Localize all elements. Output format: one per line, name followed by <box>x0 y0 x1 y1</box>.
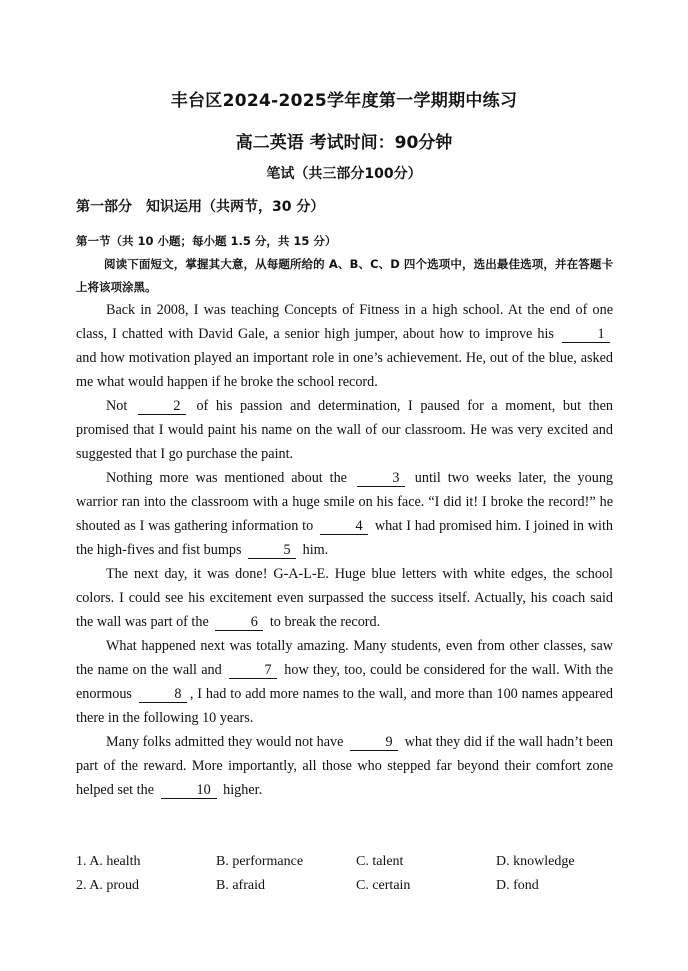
exam-subtitle: 高二英语 考试时间：90分钟 <box>235 133 453 153</box>
blank-9: 9 <box>350 735 398 751</box>
text: how they, too, could be considered for the wall. With the enormous <box>76 662 613 702</box>
exam-title: 丰台区2024-2025学年度第一学期期中练习 <box>170 91 518 111</box>
option-c: C. talent <box>356 854 404 869</box>
answer-options <box>76 850 613 898</box>
text: him. <box>302 542 329 558</box>
text: to break the record. <box>269 614 381 630</box>
question-2-options <box>76 874 613 898</box>
text: what I had promised him. I joined in with the high-fives and fist bumps <box>76 518 613 558</box>
blank-5: 5 <box>248 543 296 559</box>
option-a: 1. A. health <box>76 854 141 869</box>
part-title: 知识运用（共两节，30 分） <box>146 199 325 215</box>
text: Nothing more was mentioned about the <box>106 470 347 486</box>
paragraph-6 <box>76 730 613 802</box>
paragraph-3 <box>76 466 613 562</box>
option-b: B. performance <box>216 854 304 869</box>
text: Back in 2008, I was teaching Concepts of Fitness in a high school. At the end of one class, I chatted with David Gale, a senior high jumper, about how to improve his <box>76 302 613 342</box>
text: What happened next was totally amazing. Many students, even from other classes, saw the name on the wall and <box>76 638 613 678</box>
option-b: B. afraid <box>216 878 265 893</box>
section-heading: 第一节（共 10 小题；每小题 1.5 分，共 15 分） <box>76 234 337 248</box>
text: and how motivation played an important role in one’s achievement. He, out of the blue, asked me what would happen if he broke the school record. <box>76 350 613 390</box>
text: , I had to add more names to the wall, and more than 100 names appeared there in the following 10 years. <box>76 686 613 726</box>
text: Not <box>106 398 128 414</box>
text: of his passion and determination, I paused for a moment, but then promised that I would paint his name on the wall of our classroom. He was very excited and suggested that I go purchase the paint. <box>76 398 614 462</box>
blank-3: 3 <box>357 471 405 487</box>
blank-4: 4 <box>320 519 368 535</box>
text: higher. <box>223 782 263 798</box>
text: Many folks admitted they would not have <box>106 734 344 750</box>
text: until two weeks later, the young warrior ran into the classroom with a huge smile on his face. “I did it! I broke the record!” he shouted as I was gathering information to <box>76 470 614 534</box>
cloze-passage <box>76 298 613 802</box>
option-a: 2. A. proud <box>76 878 139 893</box>
blank-10: 10 <box>161 783 217 799</box>
blank-6: 6 <box>215 615 263 631</box>
paragraph-4 <box>76 562 613 634</box>
blank-1: 1 <box>562 327 610 343</box>
paragraph-1 <box>76 298 613 394</box>
paper-note: 笔试（共三部分100分） <box>266 166 422 182</box>
text: The next day, it was done! G-A-L-E. Huge blue letters with white edges, the school colors. I could see his excitement even surpassed the success itself. Actually, his coach said the wall was part of the <box>76 566 613 630</box>
blank-7: 7 <box>229 663 277 679</box>
part-name: 第一部分 <box>76 199 132 215</box>
blank-8: 8 <box>139 687 187 703</box>
paragraph-2 <box>76 394 613 466</box>
option-c: C. certain <box>356 878 411 893</box>
text: what they did if the wall hadn’t been part of the reward. More importantly, all those who stepped far beyond their comfort zone helped set the <box>76 734 614 798</box>
option-d: D. knowledge <box>496 854 575 869</box>
blank-2: 2 <box>138 399 186 415</box>
question-1-options <box>76 850 613 874</box>
option-d: D. fond <box>496 878 539 893</box>
paragraph-5 <box>76 634 613 730</box>
part-heading <box>76 196 324 216</box>
section-instructions: 阅读下面短文，掌握其大意，从每题所给的 A、B、C、D 四个选项中，选出最佳选项，并在答题卡上将该项涂黑。 <box>76 257 613 294</box>
